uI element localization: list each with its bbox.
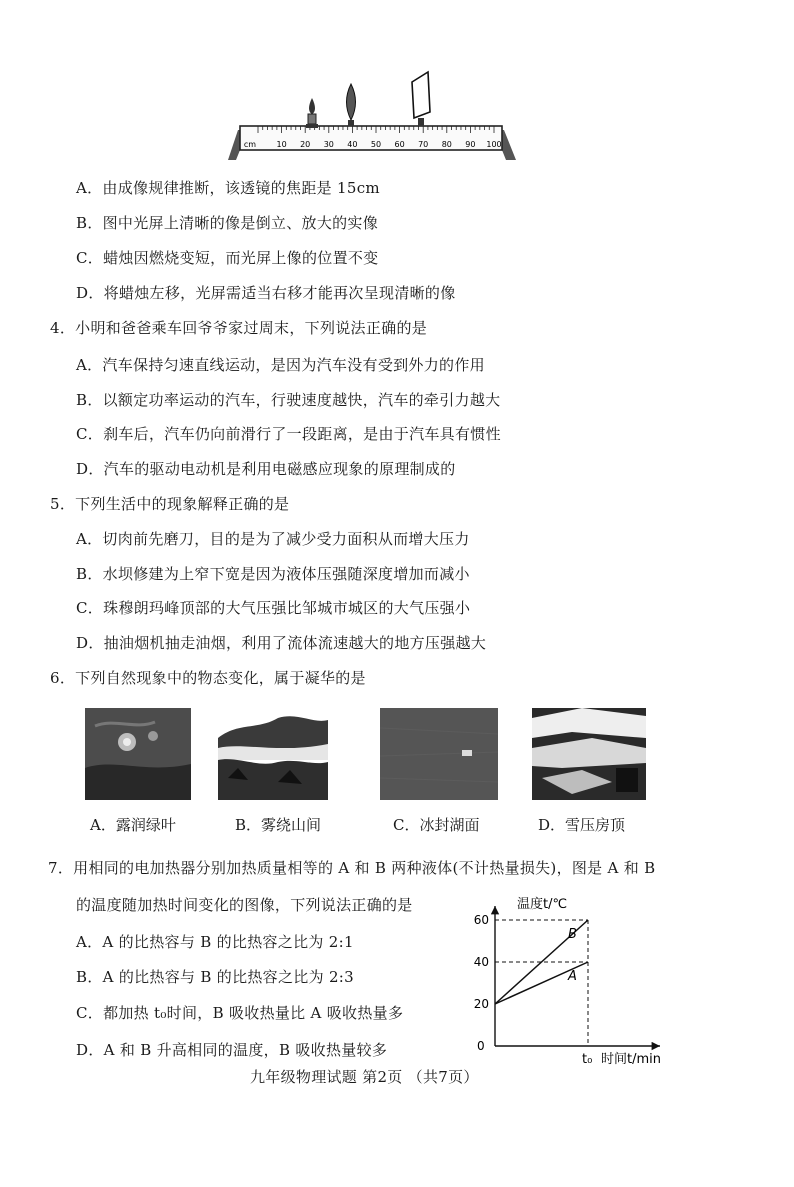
q4-option-d: D．汽车的驱动电动机是利用电磁感应现象的原理制成的	[76, 460, 456, 478]
q6-caption-c: C．冰封湖面	[393, 816, 480, 834]
optical-bench-figure	[222, 68, 522, 164]
page-footer: 九年级物理试题 第2页 （共7页）	[250, 1068, 479, 1086]
q7-option-d: D．A 和 B 升高相同的温度，B 吸收热量较多	[76, 1041, 388, 1059]
q6-stem: 6．下列自然现象中的物态变化，属于凝华的是	[50, 669, 366, 687]
ruler-label: 40	[347, 140, 358, 149]
q5-stem: 5．下列生活中的现象解释正确的是	[50, 495, 290, 513]
ruler-label: cm	[243, 140, 257, 149]
q5-option-d: D．抽油烟机抽走油烟，利用了流体流速越大的地方压强越大	[76, 634, 487, 652]
q4-stem: 4．小明和爸爸乘车回爷爷家过周末，下列说法正确的是	[50, 319, 428, 337]
ruler-label: 90	[465, 140, 476, 149]
q6-caption-d: D．雪压房顶	[538, 816, 626, 834]
q5-option-c: C．珠穆朗玛峰顶部的大气压强比邹城市城区的大气压强小	[76, 599, 471, 617]
q5-option-b: B．水坝修建为上窄下宽是因为液体压强随深度增加而减小	[76, 565, 470, 583]
ruler-label: 60	[394, 140, 405, 149]
convex-lens	[347, 84, 356, 126]
q7-option-a: A．A 的比热容与 B 的比热容之比为 2:1	[76, 933, 354, 951]
light-screen	[412, 72, 430, 126]
q4-option-c: C．刹车后，汽车仍向前滑行了一段距离，是由于汽车具有惯性	[76, 425, 501, 443]
q3-option-a: A．由成像规律推断，该透镜的焦距是 15cm	[76, 179, 380, 197]
photo-fog-over-mountains	[218, 708, 328, 800]
ruler-label: 30	[323, 140, 334, 149]
origin-label: 0	[477, 1039, 485, 1053]
ruler-label: 100	[486, 140, 502, 149]
ruler-label: 10	[276, 140, 287, 149]
q6-caption-b: B．雾绕山间	[235, 816, 322, 834]
q5-option-a: A．切肉前先磨刀，目的是为了减少受力面积从而增大压力	[76, 530, 470, 548]
photo-frozen-lake	[380, 708, 498, 800]
y-axis-label: 温度t/℃	[517, 897, 568, 912]
q3-option-d: D．将蜡烛左移，光屏需适当右移才能再次呈现清晰的像	[76, 284, 456, 302]
q3-option-b: B．图中光屏上清晰的像是倒立、放大的实像	[76, 214, 379, 232]
x-axis-label: 时间t/min	[601, 1052, 661, 1067]
ruler-label: 80	[441, 140, 452, 149]
y-tick-label: 40	[473, 955, 489, 969]
series-label-A: A	[568, 969, 577, 984]
ruler-label: 70	[418, 140, 429, 149]
y-tick-label: 20	[473, 997, 489, 1011]
q4-option-b: B．以额定功率运动的汽车，行驶速度越快，汽车的牵引力越大	[76, 391, 501, 409]
photo-dew-on-leaves	[85, 708, 191, 800]
x-tick-label: t₀	[582, 1052, 593, 1067]
q7-option-c: C．都加热 t₀时间，B 吸收热量比 A 吸收热量多	[76, 1004, 404, 1022]
ruler-label: 50	[370, 140, 382, 149]
q7-stem-line2: 的温度随加热时间变化的图像，下列说法正确的是	[76, 896, 413, 914]
ruler-label: 20	[300, 140, 311, 149]
y-tick-label: 60	[473, 913, 489, 927]
q4-option-a: A．汽车保持匀速直线运动，是因为汽车没有受到外力的作用	[76, 356, 485, 374]
q7-stem-line1: 7．用相同的电加热器分别加热质量相等的 A 和 B 两种液体(不计热量损失)，图是 A 和 B	[48, 859, 656, 877]
temperature-time-graph	[455, 890, 675, 1070]
candle	[306, 98, 318, 128]
photo-snow-on-roofs	[532, 708, 646, 800]
series-label-B: B	[568, 927, 577, 942]
q7-option-b: B．A 的比热容与 B 的比热容之比为 2:3	[76, 968, 354, 986]
q3-option-c: C．蜡烛因燃烧变短，而光屏上像的位置不变	[76, 249, 379, 267]
q6-caption-a: A．露润绿叶	[90, 816, 176, 834]
